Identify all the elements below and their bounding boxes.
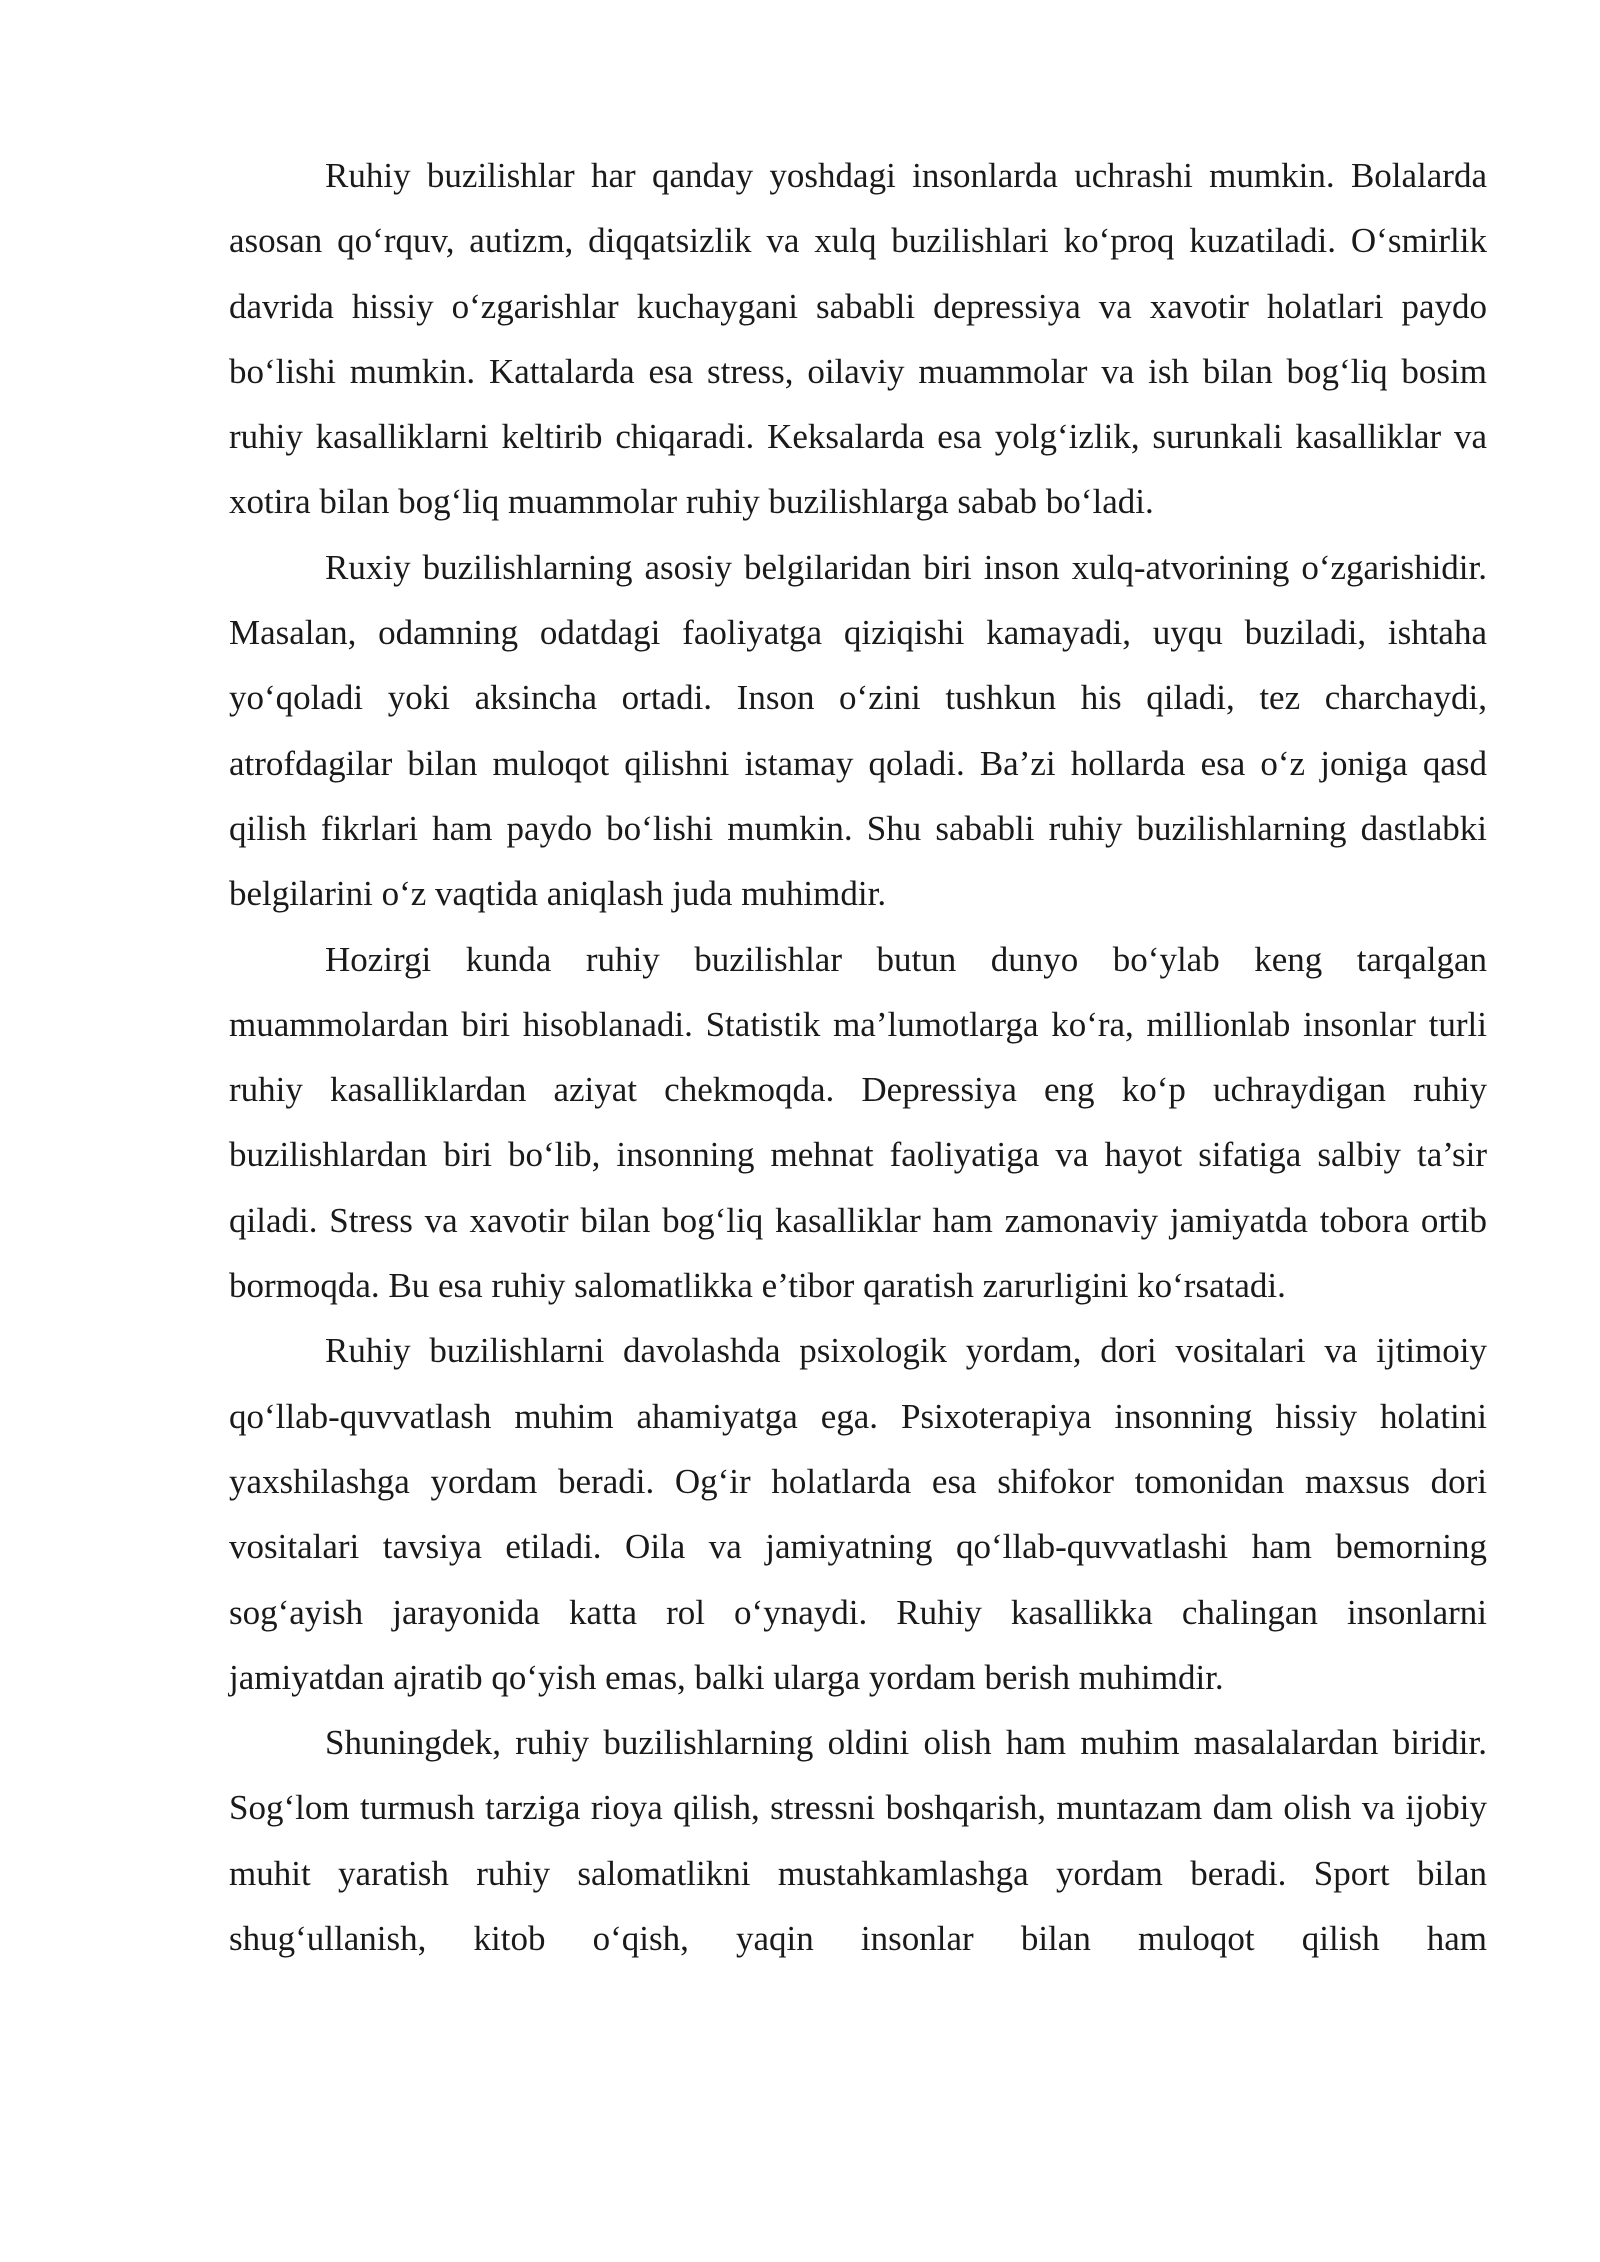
paragraph-3: Hozirgi kunda ruhiy buzilishlar butun dunyo bo‘ylab keng tarqalgan muammolardan biri hisoblanadi. Statistik ma’lumotlarga ko‘ra, millionlab insonlar turli ruhiy kasalliklardan aziyat chekmoqda. Depressiya eng ko‘p uchraydigan ruhiy buzilishlardan biri bo‘lib, insonning mehnat faoliyatiga va hayot sifatiga salbiy ta’sir qiladi. Stress va xavotir bilan bog‘liq kasalliklar ham zamonaviy jamiyatda tobora ortib bormoqda. Bu esa ruhiy salomatlikka e’tibor qaratish zarurligini ko‘rsatadi.: [229, 939, 1487, 1306]
paragraph-5: Shuningdek, ruhiy buzilishlarning oldini olish ham muhim masalalardan biridir. Sog‘lom turmush tarziga rioya qilish, stressni boshqarish, muntazam dam olish va ijobiy muhit yaratish ruhiy salomatlikni mustahkamlashga yordam beradi. Sport bilan shug‘ullanish, kitob o‘qish, yaqin insonlar bilan muloqot qilish ham: [229, 1723, 1487, 1959]
document-body: [229, 143, 1487, 1971]
paragraph-4: Ruhiy buzilishlarni davolashda psixologik yordam, dori vositalari va ijtimoiy qo‘llab-quvvatlash muhim ahamiyatga ega. Psixoterapiya insonning hissiy holatini yaxshilashga yordam beradi. Og‘ir holatlarda esa shifokor tomonidan maxsus dori vositalari tavsiya etiladi. Oila va jamiyatning qo‘llab-quvvatlashi ham bemorning sog‘ayish jarayonida katta rol o‘ynaydi. Ruhiy kasallikka chalingan insonlarni jamiyatdan ajratib qo‘yish emas, balki ularga yordam berish muhimdir.: [229, 1331, 1487, 1697]
paragraph-2: Ruxiy buzilishlarning asosiy belgilaridan biri inson xulq-atvorining o‘zgarishidir. Masalan, odamning odatdagi faoliyatga qiziqishi kamayadi, uyqu buziladi, ishtaha yo‘qoladi yoki aksincha ortadi. Inson o‘zini tushkun his qiladi, tez charchaydi, atrofdagilar bilan muloqot qilishni istamay qoladi. Ba’zi hollarda esa o‘z joniga qasd qilish fikrlari ham paydo bo‘lishi mumkin. Shu sababli ruhiy buzilishlarning dastlabki belgilarini o‘z vaqtida aniqlash juda muhimdir.: [229, 547, 1487, 914]
paragraph-1: Ruhiy buzilishlar har qanday yoshdagi insonlarda uchrashi mumkin. Bolalarda asosan qo‘rquv, autizm, diqqatsizlik va xulq buzilishlari ko‘proq kuzatiladi. O‘smirlik davrida hissiy o‘zgarishlar kuchaygani sababli depressiya va xavotir holatlari paydo bo‘lishi mumkin. Kattalarda esa stress, oilaviy muammolar va ish bilan bog‘liq bosim ruhiy kasalliklarni keltirib chiqaradi. Keksalarda esa yolg‘izlik, surunkali kasalliklar va xotira bilan bog‘liq muammolar ruhiy buzilishlarga sabab bo‘ladi.: [229, 156, 1487, 522]
